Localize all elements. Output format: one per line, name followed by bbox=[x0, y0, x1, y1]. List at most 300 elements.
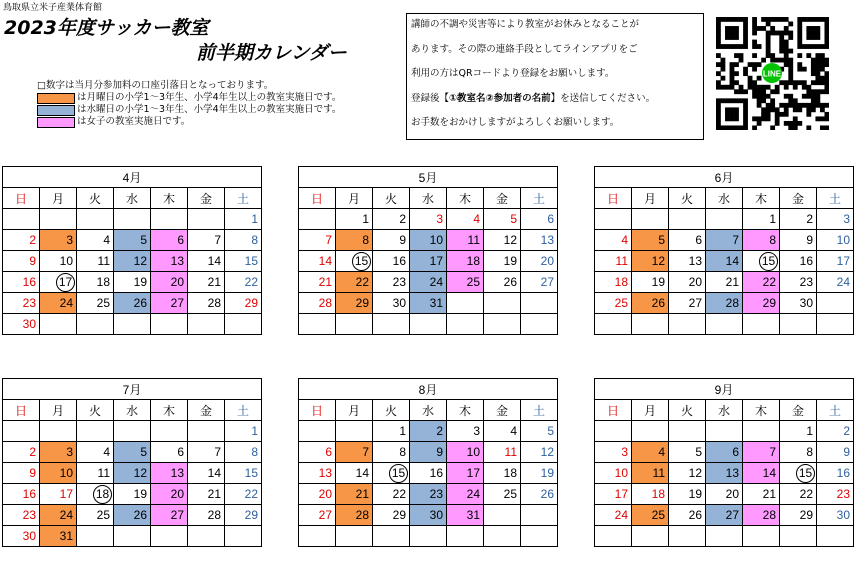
day-cell: 11 bbox=[77, 251, 114, 272]
day-cell: 21 bbox=[743, 484, 780, 505]
empty-day-cell bbox=[632, 209, 669, 230]
day-cell bbox=[373, 463, 410, 484]
page-title: 2023年度サッカー教室 bbox=[4, 17, 209, 39]
empty-day-cell bbox=[188, 421, 225, 442]
empty-day-cell bbox=[595, 526, 632, 547]
empty-day-cell bbox=[595, 209, 632, 230]
day-cell: 16 bbox=[780, 251, 817, 272]
empty-day-cell bbox=[225, 314, 262, 335]
day-cell: 25 bbox=[484, 484, 521, 505]
empty-day-cell bbox=[410, 314, 447, 335]
day-cell: 1 bbox=[780, 421, 817, 442]
day-cell: 22 bbox=[780, 484, 817, 505]
day-cell: 25 bbox=[77, 293, 114, 314]
day-cell: 23 bbox=[780, 272, 817, 293]
day-cell: 23 bbox=[817, 484, 854, 505]
day-cell: 12 bbox=[114, 463, 151, 484]
empty-day-cell bbox=[299, 526, 336, 547]
empty-day-cell bbox=[484, 526, 521, 547]
weekday-header: 土 bbox=[817, 188, 854, 209]
empty-day-cell bbox=[521, 505, 558, 526]
day-cell: 20 bbox=[669, 272, 706, 293]
weekday-header: 月 bbox=[632, 188, 669, 209]
day-cell: 16 bbox=[3, 272, 40, 293]
day-cell: 28 bbox=[336, 505, 373, 526]
day-cell bbox=[77, 484, 114, 505]
weekday-header: 火 bbox=[77, 400, 114, 421]
day-cell: 16 bbox=[410, 463, 447, 484]
empty-day-cell bbox=[669, 421, 706, 442]
day-cell: 19 bbox=[669, 484, 706, 505]
month-label: 7月 bbox=[3, 379, 262, 400]
day-cell: 15 bbox=[225, 251, 262, 272]
day-cell: 26 bbox=[521, 484, 558, 505]
weekday-header: 金 bbox=[780, 188, 817, 209]
day-cell: 30 bbox=[373, 293, 410, 314]
weekday-header: 水 bbox=[706, 188, 743, 209]
empty-day-cell bbox=[447, 293, 484, 314]
day-cell: 26 bbox=[484, 272, 521, 293]
day-cell: 31 bbox=[40, 526, 77, 547]
empty-day-cell bbox=[336, 526, 373, 547]
day-cell: 22 bbox=[336, 272, 373, 293]
day-cell: 3 bbox=[410, 209, 447, 230]
month-label: 4月 bbox=[3, 167, 262, 188]
empty-day-cell bbox=[77, 314, 114, 335]
line-logo-text: LINE bbox=[762, 69, 782, 79]
empty-day-cell bbox=[669, 526, 706, 547]
day-cell: 10 bbox=[40, 463, 77, 484]
day-cell: 22 bbox=[743, 272, 780, 293]
month-label: 8月 bbox=[299, 379, 558, 400]
empty-day-cell bbox=[225, 526, 262, 547]
day-cell: 8 bbox=[743, 230, 780, 251]
day-cell: 4 bbox=[595, 230, 632, 251]
empty-day-cell bbox=[299, 209, 336, 230]
day-cell: 5 bbox=[114, 230, 151, 251]
day-cell: 5 bbox=[521, 421, 558, 442]
day-cell: 28 bbox=[706, 293, 743, 314]
day-cell: 18 bbox=[484, 463, 521, 484]
day-cell: 16 bbox=[817, 463, 854, 484]
empty-day-cell bbox=[743, 314, 780, 335]
day-cell: 6 bbox=[669, 230, 706, 251]
empty-day-cell bbox=[484, 314, 521, 335]
weekday-header: 日 bbox=[595, 188, 632, 209]
empty-day-cell bbox=[114, 421, 151, 442]
weekday-header: 金 bbox=[780, 400, 817, 421]
empty-day-cell bbox=[151, 314, 188, 335]
empty-day-cell bbox=[817, 293, 854, 314]
day-cell: 2 bbox=[817, 421, 854, 442]
empty-day-cell bbox=[743, 421, 780, 442]
weekday-header: 水 bbox=[706, 400, 743, 421]
day-cell: 27 bbox=[669, 293, 706, 314]
qr-code[interactable] bbox=[716, 17, 829, 130]
day-cell: 30 bbox=[3, 526, 40, 547]
day-cell: 11 bbox=[447, 230, 484, 251]
day-cell: 14 bbox=[299, 251, 336, 272]
day-cell: 21 bbox=[336, 484, 373, 505]
day-cell: 3 bbox=[40, 230, 77, 251]
month-label: 9月 bbox=[595, 379, 854, 400]
day-cell: 2 bbox=[3, 230, 40, 251]
weekday-header: 日 bbox=[299, 188, 336, 209]
day-cell: 14 bbox=[188, 251, 225, 272]
day-cell: 9 bbox=[817, 442, 854, 463]
empty-day-cell bbox=[484, 505, 521, 526]
day-cell: 24 bbox=[817, 272, 854, 293]
weekday-header: 金 bbox=[484, 400, 521, 421]
weekday-header: 木 bbox=[447, 400, 484, 421]
day-cell: 17 bbox=[817, 251, 854, 272]
day-cell: 11 bbox=[77, 463, 114, 484]
empty-day-cell bbox=[373, 314, 410, 335]
weekday-header: 土 bbox=[521, 188, 558, 209]
day-cell: 27 bbox=[151, 505, 188, 526]
weekday-header: 月 bbox=[336, 400, 373, 421]
day-cell: 1 bbox=[373, 421, 410, 442]
empty-day-cell bbox=[669, 314, 706, 335]
day-cell: 28 bbox=[743, 505, 780, 526]
legend-orange-text: は月曜日の小学1～3年生、小学4年生以上の教室実施日です。 bbox=[77, 92, 342, 103]
day-cell: 26 bbox=[632, 293, 669, 314]
day-cell: 20 bbox=[151, 272, 188, 293]
day-cell: 12 bbox=[114, 251, 151, 272]
weekday-header: 水 bbox=[410, 400, 447, 421]
day-cell: 29 bbox=[336, 293, 373, 314]
empty-day-cell bbox=[780, 526, 817, 547]
empty-day-cell bbox=[706, 314, 743, 335]
legend-orange-swatch bbox=[37, 93, 75, 104]
day-cell: 10 bbox=[595, 463, 632, 484]
empty-day-cell bbox=[484, 293, 521, 314]
day-cell: 7 bbox=[743, 442, 780, 463]
day-cell: 6 bbox=[151, 230, 188, 251]
day-cell: 22 bbox=[225, 272, 262, 293]
day-cell: 3 bbox=[817, 209, 854, 230]
empty-day-cell bbox=[632, 314, 669, 335]
day-cell: 11 bbox=[484, 442, 521, 463]
legend-orange bbox=[37, 92, 341, 104]
weekday-header: 月 bbox=[336, 188, 373, 209]
day-cell: 23 bbox=[410, 484, 447, 505]
notice-line-4b: ①教室名②参加者の名前 bbox=[449, 92, 551, 104]
empty-day-cell bbox=[595, 314, 632, 335]
day-cell: 6 bbox=[299, 442, 336, 463]
day-cell: 1 bbox=[225, 421, 262, 442]
day-cell bbox=[780, 463, 817, 484]
notice-line-1: 講師の不調や災害等により教室がお休みとなることが bbox=[411, 19, 640, 30]
day-cell: 31 bbox=[447, 505, 484, 526]
empty-day-cell bbox=[77, 526, 114, 547]
month-label: 6月 bbox=[595, 167, 854, 188]
day-cell: 10 bbox=[817, 230, 854, 251]
empty-day-cell bbox=[373, 526, 410, 547]
weekday-header: 木 bbox=[743, 400, 780, 421]
calendar-month-6 bbox=[594, 378, 854, 547]
weekday-header: 金 bbox=[188, 400, 225, 421]
empty-day-cell bbox=[521, 293, 558, 314]
empty-day-cell bbox=[299, 314, 336, 335]
notice-line-4a: 登録後【 bbox=[411, 92, 450, 104]
empty-day-cell bbox=[632, 421, 669, 442]
day-cell: 8 bbox=[780, 442, 817, 463]
day-cell: 7 bbox=[706, 230, 743, 251]
empty-day-cell bbox=[706, 526, 743, 547]
debit-day-circle: 15 bbox=[759, 252, 778, 271]
weekday-header: 日 bbox=[3, 400, 40, 421]
legend-debit-note bbox=[37, 80, 341, 92]
legend bbox=[37, 80, 341, 128]
weekday-header: 火 bbox=[373, 188, 410, 209]
day-cell: 28 bbox=[188, 505, 225, 526]
weekday-header: 土 bbox=[225, 188, 262, 209]
day-cell: 23 bbox=[373, 272, 410, 293]
legend-pink-swatch bbox=[37, 117, 75, 128]
day-cell: 17 bbox=[40, 484, 77, 505]
empty-day-cell bbox=[521, 314, 558, 335]
day-cell: 11 bbox=[595, 251, 632, 272]
empty-day-cell bbox=[632, 526, 669, 547]
day-cell: 4 bbox=[447, 209, 484, 230]
calendar-month-1 bbox=[2, 166, 262, 335]
notice-line-2: あります。その際の連絡手段としてラインアプリをご bbox=[411, 43, 638, 55]
day-cell: 4 bbox=[77, 230, 114, 251]
legend-blue-swatch bbox=[37, 105, 75, 116]
legend-debit-prefix: □数字 bbox=[37, 80, 65, 91]
legend-blue-text: は水曜日の小学1～3年生、小学4年生以上の教室実施日です。 bbox=[77, 104, 342, 115]
day-cell: 18 bbox=[447, 251, 484, 272]
day-cell: 27 bbox=[706, 505, 743, 526]
day-cell: 31 bbox=[410, 293, 447, 314]
weekday-header: 火 bbox=[669, 188, 706, 209]
empty-day-cell bbox=[706, 209, 743, 230]
day-cell: 22 bbox=[225, 484, 262, 505]
day-cell: 19 bbox=[521, 463, 558, 484]
day-cell: 6 bbox=[151, 442, 188, 463]
weekday-header: 金 bbox=[188, 188, 225, 209]
empty-day-cell bbox=[40, 421, 77, 442]
empty-day-cell bbox=[151, 209, 188, 230]
day-cell: 10 bbox=[410, 230, 447, 251]
day-cell: 9 bbox=[373, 230, 410, 251]
weekday-header: 木 bbox=[151, 188, 188, 209]
day-cell: 19 bbox=[114, 272, 151, 293]
day-cell: 3 bbox=[595, 442, 632, 463]
day-cell: 26 bbox=[114, 293, 151, 314]
day-cell: 30 bbox=[410, 505, 447, 526]
day-cell: 3 bbox=[447, 421, 484, 442]
day-cell: 9 bbox=[3, 251, 40, 272]
weekday-header: 土 bbox=[225, 400, 262, 421]
day-cell: 19 bbox=[632, 272, 669, 293]
empty-day-cell bbox=[336, 314, 373, 335]
empty-day-cell bbox=[706, 421, 743, 442]
day-cell: 13 bbox=[299, 463, 336, 484]
day-cell: 24 bbox=[447, 484, 484, 505]
weekday-header: 月 bbox=[40, 400, 77, 421]
day-cell: 6 bbox=[521, 209, 558, 230]
day-cell: 1 bbox=[336, 209, 373, 230]
day-cell: 12 bbox=[521, 442, 558, 463]
day-cell: 11 bbox=[632, 463, 669, 484]
debit-day-circle: 18 bbox=[93, 485, 112, 504]
empty-day-cell bbox=[114, 314, 151, 335]
weekday-header: 水 bbox=[114, 400, 151, 421]
weekday-header: 月 bbox=[40, 188, 77, 209]
day-cell: 22 bbox=[373, 484, 410, 505]
day-cell: 24 bbox=[40, 293, 77, 314]
day-cell: 18 bbox=[595, 272, 632, 293]
empty-day-cell bbox=[3, 421, 40, 442]
day-cell: 25 bbox=[77, 505, 114, 526]
day-cell: 5 bbox=[632, 230, 669, 251]
day-cell: 30 bbox=[817, 505, 854, 526]
day-cell: 27 bbox=[299, 505, 336, 526]
page-subtitle: 前半期カレンダー bbox=[196, 42, 347, 64]
weekday-header: 日 bbox=[595, 400, 632, 421]
day-cell: 15 bbox=[225, 463, 262, 484]
day-cell: 3 bbox=[40, 442, 77, 463]
debit-day-circle: 17 bbox=[56, 273, 75, 292]
day-cell: 5 bbox=[669, 442, 706, 463]
day-cell: 14 bbox=[336, 463, 373, 484]
weekday-header: 木 bbox=[151, 400, 188, 421]
day-cell: 2 bbox=[410, 421, 447, 442]
weekday-header: 日 bbox=[299, 400, 336, 421]
empty-day-cell bbox=[447, 314, 484, 335]
empty-day-cell bbox=[3, 209, 40, 230]
day-cell: 21 bbox=[188, 272, 225, 293]
day-cell: 25 bbox=[447, 272, 484, 293]
weekday-header: 日 bbox=[3, 188, 40, 209]
day-cell bbox=[40, 272, 77, 293]
day-cell: 8 bbox=[373, 442, 410, 463]
empty-day-cell bbox=[188, 209, 225, 230]
empty-day-cell bbox=[151, 526, 188, 547]
empty-day-cell bbox=[817, 526, 854, 547]
empty-day-cell bbox=[521, 526, 558, 547]
day-cell: 5 bbox=[484, 209, 521, 230]
day-cell: 10 bbox=[447, 442, 484, 463]
day-cell: 9 bbox=[410, 442, 447, 463]
day-cell: 24 bbox=[595, 505, 632, 526]
day-cell: 20 bbox=[521, 251, 558, 272]
empty-day-cell bbox=[188, 314, 225, 335]
weekday-header: 土 bbox=[817, 400, 854, 421]
day-cell: 16 bbox=[3, 484, 40, 505]
day-cell: 29 bbox=[743, 293, 780, 314]
legend-pink-text: は女子の教室実施日です。 bbox=[77, 116, 191, 127]
notice-line-4 bbox=[411, 92, 699, 117]
day-cell: 17 bbox=[595, 484, 632, 505]
empty-day-cell bbox=[114, 526, 151, 547]
empty-day-cell bbox=[336, 421, 373, 442]
day-cell: 24 bbox=[410, 272, 447, 293]
day-cell: 30 bbox=[780, 293, 817, 314]
notice-line-5: お手数をおかけしますがよろしくお願いします。 bbox=[411, 117, 620, 128]
day-cell: 2 bbox=[373, 209, 410, 230]
day-cell: 14 bbox=[743, 463, 780, 484]
day-cell: 12 bbox=[669, 463, 706, 484]
calendar-month-2 bbox=[298, 166, 558, 335]
day-cell: 20 bbox=[299, 484, 336, 505]
day-cell: 8 bbox=[225, 442, 262, 463]
empty-day-cell bbox=[77, 421, 114, 442]
day-cell: 29 bbox=[225, 505, 262, 526]
day-cell bbox=[336, 251, 373, 272]
day-cell: 21 bbox=[706, 272, 743, 293]
day-cell: 13 bbox=[706, 463, 743, 484]
empty-day-cell bbox=[114, 209, 151, 230]
month-label: 5月 bbox=[299, 167, 558, 188]
day-cell: 13 bbox=[151, 251, 188, 272]
day-cell: 13 bbox=[521, 230, 558, 251]
debit-day-circle: 15 bbox=[796, 464, 815, 483]
day-cell: 25 bbox=[632, 505, 669, 526]
calendar-month-4 bbox=[2, 378, 262, 547]
weekday-header: 木 bbox=[743, 188, 780, 209]
day-cell: 14 bbox=[188, 463, 225, 484]
day-cell: 27 bbox=[521, 272, 558, 293]
day-cell: 20 bbox=[706, 484, 743, 505]
notice-line-4c: 】を送信してください。 bbox=[550, 92, 656, 104]
day-cell bbox=[743, 251, 780, 272]
calendar-month-3 bbox=[594, 166, 854, 335]
day-cell: 20 bbox=[151, 484, 188, 505]
weekday-header: 金 bbox=[484, 188, 521, 209]
weekday-header: 水 bbox=[410, 188, 447, 209]
legend-debit-text: は当月分参加料の口座引落日となっております。 bbox=[64, 80, 274, 91]
weekday-header: 土 bbox=[521, 400, 558, 421]
empty-day-cell bbox=[780, 314, 817, 335]
day-cell: 7 bbox=[336, 442, 373, 463]
day-cell: 25 bbox=[595, 293, 632, 314]
day-cell: 12 bbox=[632, 251, 669, 272]
legend-blue bbox=[37, 104, 341, 116]
day-cell: 28 bbox=[299, 293, 336, 314]
day-cell: 7 bbox=[188, 230, 225, 251]
day-cell: 8 bbox=[225, 230, 262, 251]
notice-line-3: 利用の方はQRコードより登録をお願いします。 bbox=[411, 68, 615, 79]
notice-box bbox=[406, 13, 704, 140]
empty-day-cell bbox=[40, 209, 77, 230]
day-cell: 13 bbox=[669, 251, 706, 272]
weekday-header: 火 bbox=[669, 400, 706, 421]
weekday-header: 火 bbox=[373, 400, 410, 421]
day-cell: 6 bbox=[706, 442, 743, 463]
day-cell: 26 bbox=[114, 505, 151, 526]
day-cell: 7 bbox=[299, 230, 336, 251]
day-cell: 23 bbox=[3, 293, 40, 314]
empty-day-cell bbox=[77, 209, 114, 230]
day-cell: 26 bbox=[669, 505, 706, 526]
day-cell: 8 bbox=[336, 230, 373, 251]
day-cell: 27 bbox=[151, 293, 188, 314]
day-cell: 9 bbox=[780, 230, 817, 251]
day-cell: 30 bbox=[3, 314, 40, 335]
day-cell: 23 bbox=[3, 505, 40, 526]
day-cell: 19 bbox=[484, 251, 521, 272]
legend-pink bbox=[37, 116, 341, 128]
calendar-month-5 bbox=[298, 378, 558, 547]
day-cell: 1 bbox=[743, 209, 780, 230]
debit-day-circle: 15 bbox=[389, 464, 408, 483]
day-cell: 1 bbox=[225, 209, 262, 230]
day-cell: 10 bbox=[40, 251, 77, 272]
day-cell: 4 bbox=[484, 421, 521, 442]
